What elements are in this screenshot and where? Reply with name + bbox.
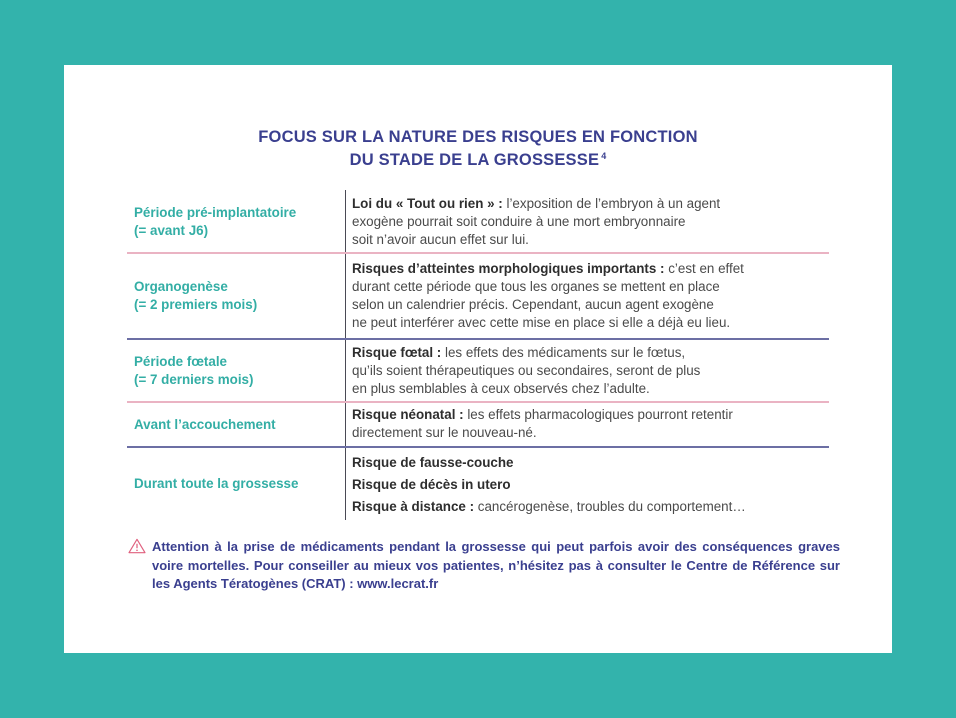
page-title: [64, 128, 892, 170]
row-divider: [127, 338, 829, 340]
footnote-ref: 4: [601, 151, 607, 161]
period-label-foetale: [134, 342, 339, 400]
desc-line: Risque fœtal : les effets des médicaments sur le fœtus,: [352, 345, 686, 360]
risk-description-accouchement: [352, 406, 832, 442]
desc-line: exogène pourrait soit conduire à une mort embryonnaire: [352, 214, 686, 229]
period-label-pre-implantatoire: [134, 192, 339, 252]
row-divider: [127, 252, 829, 254]
row-divider: [127, 446, 829, 448]
desc-line: en plus semblables à ceux observés chez l’adulte.: [352, 381, 650, 396]
period-line: (= 2 premiers mois): [134, 297, 258, 312]
desc-line: soit n’avoir aucun effet sur lui.: [352, 232, 529, 247]
warning-text: Attention à la prise de médicaments pendant la grossesse qui peut parfois avoir des conséquences graves voire mortelles. Pour conseiller au mieux vos patientes, n’hésitez pas à consulter le Centre de Référence sur les Agents Tératogènes (CRAT) : www.lecrat.fr: [152, 539, 840, 591]
period-line: Période pré-implantatoire: [134, 205, 297, 220]
row-divider: [127, 401, 829, 403]
risk-title: Risque néonatal :: [352, 407, 464, 422]
desc-line: selon un calendrier précis. Cependant, aucun agent exogène: [352, 297, 714, 312]
desc-line: directement sur le nouveau-né.: [352, 425, 537, 440]
risk-title: Risques d’atteintes morphologiques importants :: [352, 261, 665, 276]
column-divider: [345, 190, 346, 520]
risk-list-toute-grossesse: [352, 452, 832, 518]
period-line: Avant l’accouchement: [134, 417, 276, 432]
desc-line: Loi du « Tout ou rien » : l’exposition de l’embryon à un agent: [352, 196, 721, 211]
risk-description-foetale: [352, 344, 832, 398]
risk-description-pre-implantatoire: [352, 195, 832, 249]
period-label-toute-grossesse: [134, 451, 339, 517]
risk-title: Risque à distance :: [352, 499, 475, 514]
period-label-organogenese: [134, 255, 339, 337]
period-line: Période fœtale: [134, 354, 228, 369]
period-label-accouchement: [134, 405, 339, 445]
risk-item: [352, 452, 832, 474]
warning-triangle-icon: [128, 538, 146, 554]
risk-title: Risque de fausse-couche: [352, 455, 514, 470]
risk-item: [352, 474, 832, 496]
risk-description-organogenese: [352, 260, 832, 332]
risk-title: Risque de décès in utero: [352, 477, 511, 492]
period-line: (= avant J6): [134, 223, 209, 238]
desc-line: Risque néonatal : les effets pharmacologiques pourront retentir: [352, 407, 733, 422]
desc-line: qu’ils soient thérapeutiques ou secondaires, seront de plus: [352, 363, 701, 378]
desc-line: ne peut interférer avec cette mise en place si elle a déjà eu lieu.: [352, 315, 731, 330]
title-line-2: DU STADE DE LA GROSSESSE $^4$: [349, 151, 607, 169]
desc-line: Risques d’atteintes morphologiques importants : c’est en effet: [352, 261, 744, 276]
risk-title: Risque fœtal :: [352, 345, 442, 360]
info-card: [64, 65, 892, 653]
period-line: Durant toute la grossesse: [134, 476, 299, 491]
period-line: (= 7 derniers mois): [134, 372, 254, 387]
desc-line: durant cette période que tous les organes se mettent en place: [352, 279, 720, 294]
risk-title: Loi du « Tout ou rien » :: [352, 196, 503, 211]
title-line-1: FOCUS SUR LA NATURE DES RISQUES EN FONCTION: [258, 128, 698, 146]
risk-item: Risque à distance : cancérogenèse, troubles du comportement…: [352, 499, 746, 514]
period-line: Organogenèse: [134, 279, 228, 294]
